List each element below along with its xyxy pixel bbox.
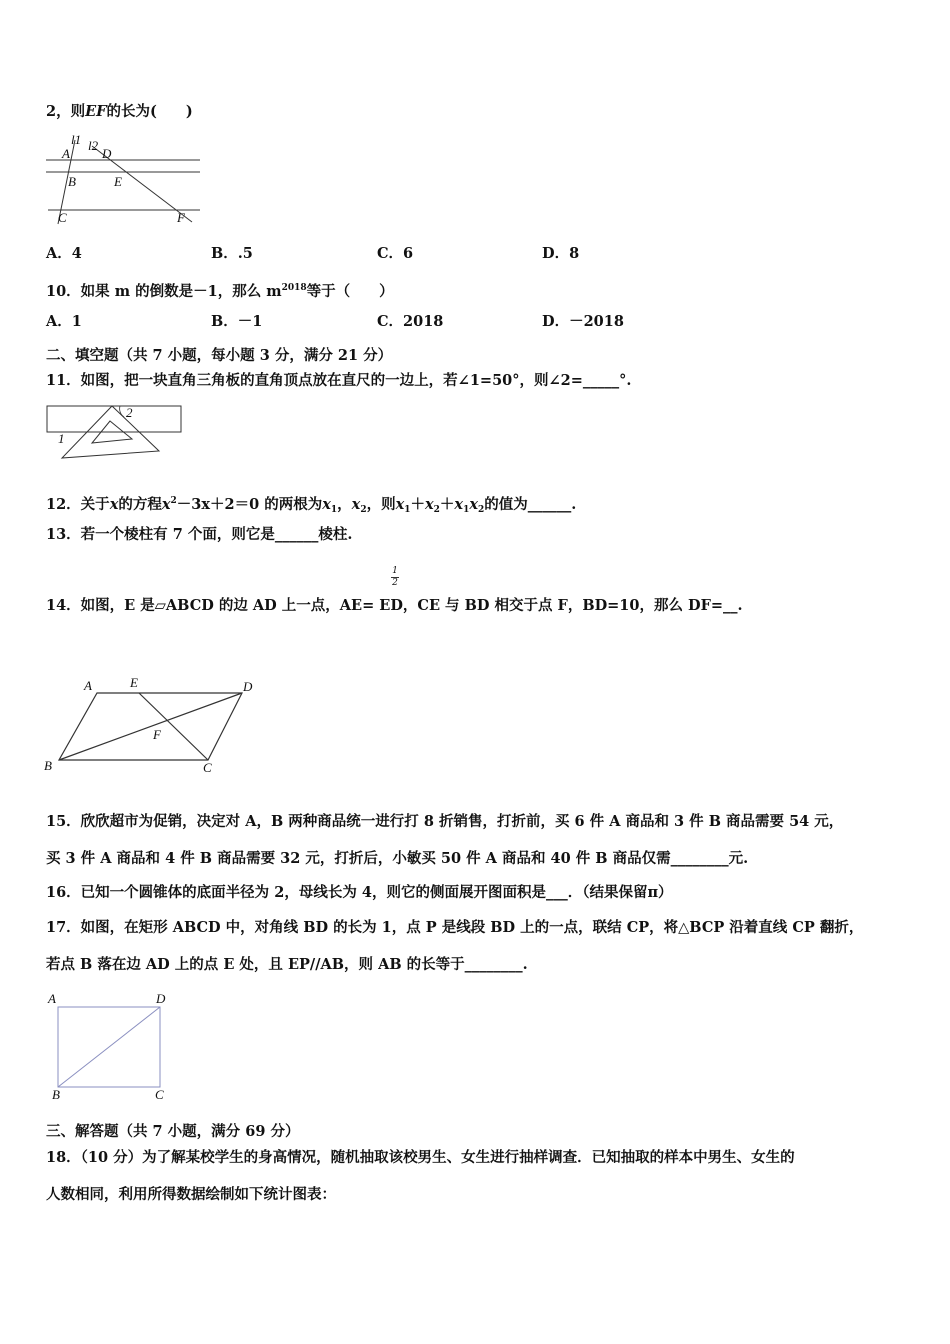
- q14-label-e: E: [130, 675, 138, 690]
- q10-option-a: A．1: [46, 313, 82, 330]
- q16-stem: 16．已知一个圆锥体的底面半径为 2，母线长为 4，则它的侧面展开图面积是___．（结果保留π）: [46, 884, 673, 901]
- q10-stem: 10．如果 m 的倒数是－1，那么 $m^{2018}$等于（ ）: [46, 283, 394, 300]
- section2-title: 二、填空题（共 7 小题，每小题 3 分，满分 21 分）: [46, 347, 393, 364]
- q11-stem: 11．如图，把一块直角三角板的直角顶点放在直尺的一边上，若∠1=50°，则∠2=_____°.: [46, 372, 632, 389]
- q9-label-e: E: [114, 174, 122, 189]
- q18-line1: 18．（10 分）为了解某校学生的身高情况，随机抽取该校男生、女生进行抽样调查．已知抽取的样本中男生、女生的: [46, 1149, 795, 1166]
- q11-label-1: 1: [58, 431, 65, 446]
- q9-label-b: B: [68, 174, 76, 189]
- q9-option-c: C．6: [377, 245, 414, 262]
- q9-label-a: A: [62, 146, 70, 161]
- q15-line2: 买 3 件 A 商品和 4 件 B 商品需要 32 元，打折后，小敏买 50 件 A 商品和 40 件 B 商品仅需________元.: [46, 850, 749, 867]
- q9-label-c: C: [58, 210, 67, 225]
- q17-label-a: A: [48, 991, 56, 1006]
- q17-label-b: B: [52, 1087, 60, 1102]
- q9-label-l1: l1: [71, 132, 82, 147]
- q9-option-a: A．4: [46, 245, 82, 262]
- q10-option-b: B．－1: [211, 313, 263, 330]
- q14-label-a: A: [84, 678, 92, 693]
- q12-stem: 12．关于x的方程$x^2-3x+2=0$ 的两根为$x_1$，$x_2$，则$x_1+x_2+x_1x_2$的值为______.: [46, 496, 577, 515]
- q17-figure: [44, 990, 179, 1105]
- q18-line2: 人数相同，利用所得数据绘制如下统计图表：: [46, 1186, 336, 1203]
- section3-title: 三、解答题（共 7 小题，满分 69 分）: [46, 1123, 300, 1140]
- q13-stem: 13．若一个棱柱有 7 个面，则它是______棱柱.: [46, 526, 353, 543]
- q9-label-f: F: [177, 210, 185, 225]
- q9-option-d: D．8: [542, 245, 580, 262]
- q11-figure: [44, 403, 184, 461]
- q14-label-b: B: [44, 758, 52, 773]
- q14-label-d: D: [243, 679, 253, 694]
- q17-line2: 若点 B 落在边 AD 上的点 E 处，且 EP//AB，则 AB 的长等于________.: [46, 956, 528, 973]
- q9-label-l2: l2: [88, 138, 99, 153]
- q14-label-c: C: [203, 760, 212, 775]
- q15-line1: 15．欣欣超市为促销，决定对 A，B 两种商品统一进行打 8 折销售，打折前，买 6 件 A 商品和 3 件 B 商品需要 54 元，: [46, 813, 844, 830]
- q9-option-b: B．.5: [211, 245, 253, 262]
- q17-label-c: C: [155, 1087, 164, 1102]
- q9-label-d: D: [102, 146, 112, 161]
- q10-option-c: C．2018: [377, 313, 444, 330]
- q9-figure: [40, 132, 210, 227]
- q10-option-d: D．－2018: [542, 313, 624, 330]
- q9-stem: 2，则EF的长为( ): [46, 103, 193, 120]
- q17-line1: 17．如图，在矩形 ABCD 中，对角线 BD 的长为 1，点 P 是线段 BD 上的一点，联结 CP，将△BCP 沿着直线 CP 翻折，: [46, 919, 864, 936]
- q14-figure: [42, 673, 262, 779]
- q14-stem: 14．如图，E 是▱ABCD 的边 AD 上一点，AE= ED，CE 与 BD 相交于点 F，BD=10，那么 DF=__.: [46, 597, 743, 614]
- q11-label-2: 2: [126, 405, 133, 420]
- q14-fraction: 1 2: [392, 566, 398, 588]
- q17-label-d: D: [156, 991, 166, 1006]
- q14-label-f: F: [153, 727, 161, 742]
